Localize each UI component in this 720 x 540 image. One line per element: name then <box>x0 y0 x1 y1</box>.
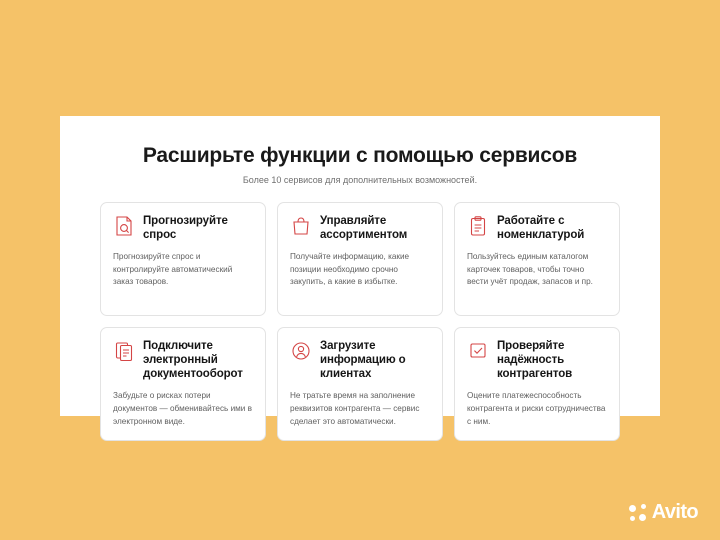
forecast-chart-icon <box>113 214 135 238</box>
tile-body: Пользуйтесь единым каталогом карточек товаров, чтобы точно вести учёт продаж, запасов и пр. <box>467 252 593 287</box>
user-upload-icon <box>290 339 312 363</box>
shield-check-icon <box>467 339 489 363</box>
clipboard-list-icon <box>467 214 489 238</box>
shopping-bag-icon <box>290 214 312 238</box>
page-subtitle: Более 10 сервисов для дополнительных возможностей. <box>242 175 478 185</box>
service-tile[interactable] <box>100 202 266 316</box>
page-title: Расширьте функции с помощью сервисов <box>142 144 578 167</box>
services-panel <box>60 116 660 426</box>
service-tile[interactable] <box>100 327 266 441</box>
tile-title: Управляйте ассортиментом <box>320 215 408 242</box>
tile-body: Получайте информацию, какие позиции необходимо срочно закупить, а какие в избытке. <box>290 252 410 287</box>
tile-title: Проверяйте надёжность контрагентов <box>497 340 573 381</box>
service-tile[interactable] <box>454 327 620 441</box>
tile-body: Забудьте о рисках потери документов — обменивайтесь ими в электронном виде. <box>113 391 252 426</box>
avito-wordmark: Avito <box>651 501 698 523</box>
tile-body: Прогнозируйте спрос и контролируйте автоматический заказ товаров. <box>113 252 233 287</box>
tile-title: Прогнозируйте спрос <box>143 215 228 242</box>
tile-header <box>290 339 430 381</box>
service-tile[interactable] <box>454 202 620 316</box>
avito-dots-icon <box>629 504 646 521</box>
avito-watermark <box>629 501 698 524</box>
tile-title: Работайте с номенклатурой <box>497 215 585 242</box>
service-tile[interactable] <box>277 202 443 316</box>
tile-title: Подключите электронный документооборот <box>143 340 243 381</box>
tile-header <box>113 339 253 381</box>
tile-header <box>113 214 253 242</box>
tile-header <box>290 214 430 242</box>
tile-body: Оцените платежеспособность контрагента и риски сотрудничества с ним. <box>467 391 606 426</box>
service-tile[interactable] <box>277 327 443 441</box>
services-grid <box>100 202 620 441</box>
document-flow-icon <box>113 339 135 363</box>
tile-title: Загрузите информацию о клиентах <box>320 340 406 381</box>
tile-body: Не тратьте время на заполнение реквизитов контрагента — сервис сделает это автоматически. <box>290 391 420 426</box>
tile-header <box>467 339 607 381</box>
tile-header <box>467 214 607 242</box>
